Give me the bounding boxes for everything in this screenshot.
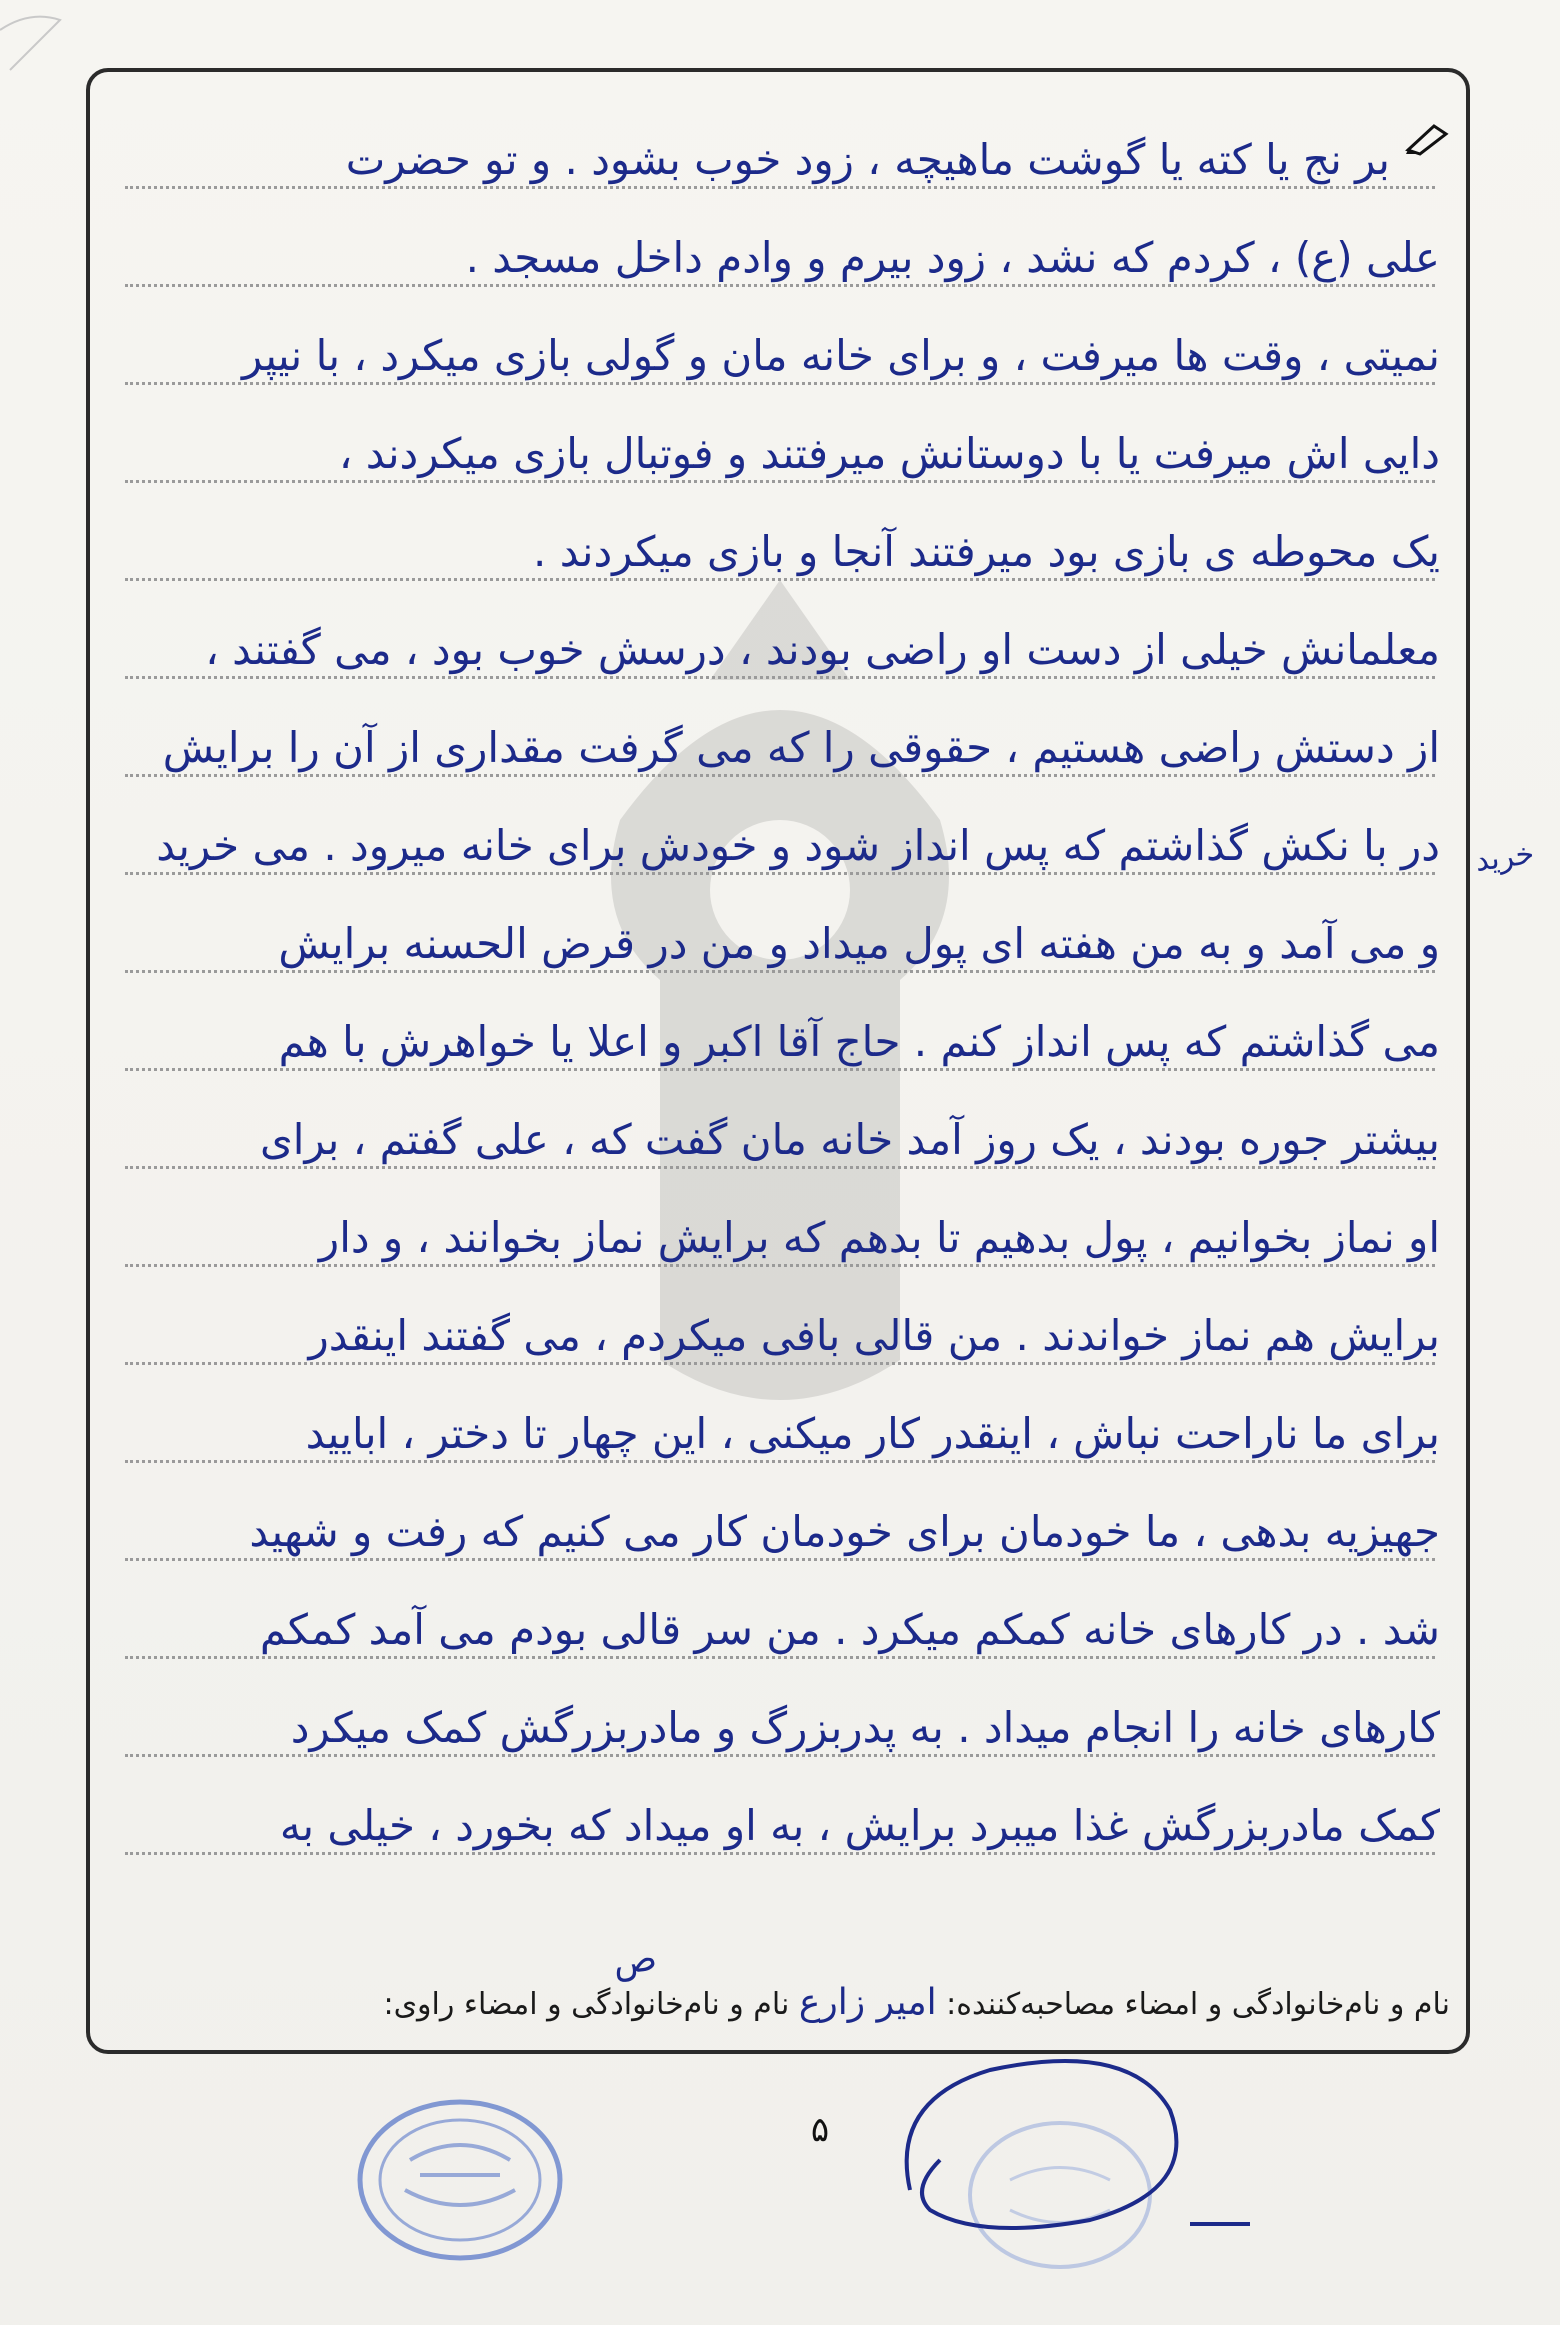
interviewer-name: امیر زارع xyxy=(798,1982,937,2023)
interviewer-label: نام و نام‌خانوادگی و امضاء مصاحبه‌کننده: xyxy=(946,1987,1450,2022)
narrator-label: نام و نام‌خانوادگی و امضاء راوی: xyxy=(383,1987,790,2022)
handwritten-line: و می آمد و به من هفته ای پول میداد و من در قرض الحسنه برایش xyxy=(278,919,1440,968)
handwritten-line: کمک مادربزرگش غذا میبرد برایش ، به او میداد که بخورد ، خیلی به xyxy=(279,1801,1440,1850)
handwritten-line: کارهای خانه را انجام میداد . به پدربزرگ و مادربزرگش کمک میکرد xyxy=(290,1703,1440,1752)
handwritten-line: جهیزیه بدهی ، ما خودمان برای خودمان کار می کنیم که رفت و شهید xyxy=(249,1507,1440,1556)
handwritten-line: نمیتی ، وقت ها میرفت ، و برای خانه مان و گولی بازی میکرد ، با نیپر xyxy=(242,331,1440,380)
handwritten-line: یک محوطه ی بازی بود میرفتند آنجا و بازی میکردند . xyxy=(533,527,1440,576)
handwritten-line: شد . در کارهای خانه کمکم میکرد . من سر قالی بودم می آمد کمکم xyxy=(259,1605,1440,1654)
handwritten-line: می گذاشتم که پس انداز کنم . حاج آقا اکبر و اعلا یا خواهرش با هم xyxy=(278,1017,1440,1066)
handwritten-line: از دستش راضی هستیم ، حقوقی را که می گرفت مقداری از آن را برایش xyxy=(162,723,1440,772)
margin-note: خرید xyxy=(1472,836,1537,879)
signature-footer xyxy=(150,1982,1450,2023)
handwritten-line: دایی اش میرفت یا با دوستانش میرفتند و فوتبال بازی میکردند ، xyxy=(338,429,1440,478)
handwritten-line: بیشتر جوره بودند ، یک روز آمد خانه مان گفت که ، علی گفتم ، برای xyxy=(259,1115,1440,1164)
handwritten-line: او نماز بخوانیم ، پول بدهیم تا بدهم که برایش نماز بخوانند ، و دار xyxy=(318,1213,1440,1262)
page-number: ۵ xyxy=(810,2110,830,2150)
pencil-icon xyxy=(1404,120,1452,156)
handwritten-line: علی (ع) ، کردم که نشد ، زود بیرم و وادم داخل مسجد . xyxy=(465,233,1440,282)
handwritten-line: برای ما ناراحت نباش ، اینقدر کار میکنی ، این چهار تا دختر ، ابایید xyxy=(305,1409,1440,1458)
handwritten-line: برایش هم نماز خواندند . من قالی بافی میکردم ، می گفتند اینقدر xyxy=(308,1311,1440,1360)
handwritten-line: معلمانش خیلی از دست او راضی بودند ، درسش خوب بود ، می گفتند ، xyxy=(205,625,1440,674)
interviewer-signature-mark: ص xyxy=(611,1937,659,1984)
signature-loop xyxy=(870,2040,1200,2240)
handwritten-line: بر نج یا کته یا گوشت ماهیچه ، زود خوب بشود . و تو حضرت xyxy=(345,135,1390,184)
ink-stamp xyxy=(350,2090,570,2270)
handwritten-line: در با نکش گذاشتم که پس انداز شود و خودش برای خانه میرود . می خرید xyxy=(156,821,1440,870)
signature-underline xyxy=(1190,2222,1250,2226)
